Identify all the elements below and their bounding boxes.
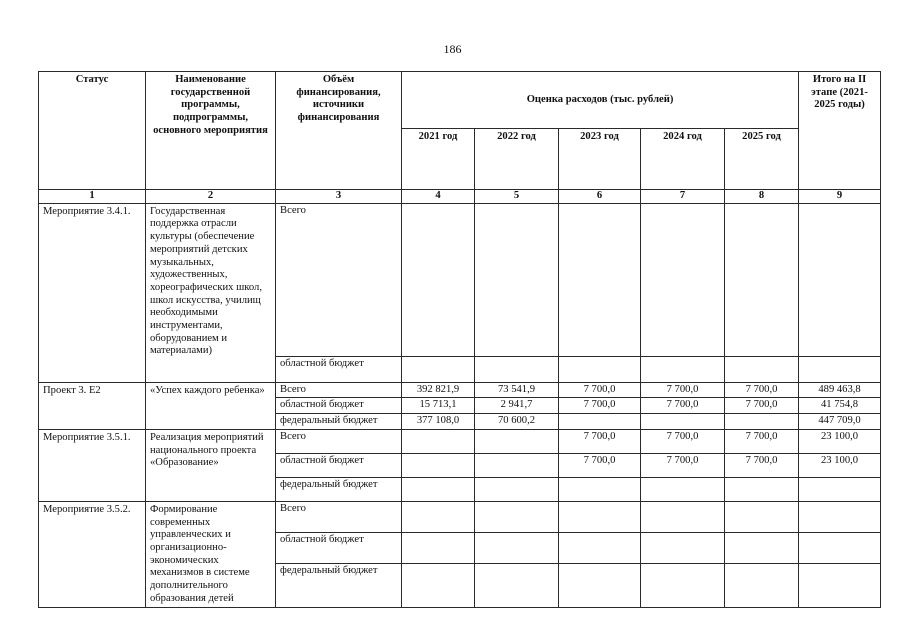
value-cell	[559, 501, 641, 532]
value-cell	[475, 564, 559, 608]
header-year: 2023 год	[559, 129, 641, 190]
column-number: 1	[39, 190, 146, 204]
header-year: 2024 год	[641, 129, 725, 190]
row-status: Мероприятие 3.5.2.	[39, 501, 146, 608]
value-cell	[641, 203, 725, 356]
row-status: Мероприятие 3.5.1.	[39, 429, 146, 501]
value-cell: 7 700,0	[725, 429, 799, 453]
table-row	[39, 382, 881, 398]
column-number-row	[39, 190, 881, 204]
header-funding: Объём финансирования, источники финансирования	[276, 72, 402, 190]
header-year: 2025 год	[725, 129, 799, 190]
value-cell	[559, 414, 641, 430]
value-cell	[725, 532, 799, 563]
value-cell: 7 700,0	[641, 429, 725, 453]
total-cell	[799, 356, 881, 382]
funding-source: областной бюджет	[276, 532, 402, 563]
value-cell	[641, 414, 725, 430]
value-cell	[641, 564, 725, 608]
value-cell: 392 821,9	[402, 382, 475, 398]
total-cell: 23 100,0	[799, 429, 881, 453]
budget-table	[38, 71, 881, 608]
value-cell	[402, 356, 475, 382]
column-number: 9	[799, 190, 881, 204]
value-cell	[402, 564, 475, 608]
value-cell	[641, 501, 725, 532]
value-cell	[559, 356, 641, 382]
value-cell	[402, 532, 475, 563]
value-cell	[725, 356, 799, 382]
value-cell: 7 700,0	[725, 382, 799, 398]
value-cell: 7 700,0	[725, 398, 799, 414]
value-cell	[641, 532, 725, 563]
value-cell: 7 700,0	[559, 453, 641, 477]
value-cell	[402, 501, 475, 532]
column-number: 2	[146, 190, 276, 204]
table-row	[39, 203, 881, 356]
value-cell	[402, 477, 475, 501]
total-cell	[799, 501, 881, 532]
total-cell: 23 100,0	[799, 453, 881, 477]
funding-source: Всего	[276, 501, 402, 532]
row-status: Мероприятие 3.4.1.	[39, 203, 146, 382]
value-cell	[725, 501, 799, 532]
column-number: 5	[475, 190, 559, 204]
value-cell: 7 700,0	[641, 398, 725, 414]
row-program-name: Реализация мероприятий национального проекта «Образование»	[146, 429, 276, 501]
column-number: 6	[559, 190, 641, 204]
total-cell	[799, 477, 881, 501]
funding-source: Всего	[276, 382, 402, 398]
value-cell	[402, 203, 475, 356]
value-cell	[725, 414, 799, 430]
value-cell	[641, 356, 725, 382]
funding-source: областной бюджет	[276, 398, 402, 414]
header-status: Статус	[39, 72, 146, 190]
table-row	[39, 501, 881, 532]
value-cell: 7 700,0	[559, 382, 641, 398]
row-status: Проект 3. E2	[39, 382, 146, 429]
header-year: 2022 год	[475, 129, 559, 190]
value-cell: 2 941,7	[475, 398, 559, 414]
total-cell	[799, 203, 881, 356]
total-cell: 447 709,0	[799, 414, 881, 430]
total-cell	[799, 564, 881, 608]
total-cell: 41 754,8	[799, 398, 881, 414]
value-cell	[475, 203, 559, 356]
column-number: 3	[276, 190, 402, 204]
header-program-name: Наименование государственной программы, подпрограммы, основного мероприятия	[146, 72, 276, 190]
funding-source: федеральный бюджет	[276, 564, 402, 608]
row-program-name: «Успех каждого ребенка»	[146, 382, 276, 429]
value-cell	[475, 429, 559, 453]
table-row	[39, 429, 881, 453]
value-cell	[475, 477, 559, 501]
value-cell	[725, 477, 799, 501]
funding-source: федеральный бюджет	[276, 414, 402, 430]
value-cell: 7 700,0	[559, 429, 641, 453]
value-cell: 7 700,0	[641, 453, 725, 477]
value-cell	[402, 429, 475, 453]
value-cell	[641, 477, 725, 501]
value-cell	[475, 501, 559, 532]
value-cell: 7 700,0	[559, 398, 641, 414]
value-cell	[559, 203, 641, 356]
value-cell	[559, 532, 641, 563]
funding-source: федеральный бюджет	[276, 477, 402, 501]
header-year: 2021 год	[402, 129, 475, 190]
column-number: 4	[402, 190, 475, 204]
header-row-top	[39, 72, 881, 129]
column-number: 8	[725, 190, 799, 204]
funding-source: областной бюджет	[276, 453, 402, 477]
header-estimate: Оценка расходов (тыс. рублей)	[402, 72, 799, 129]
value-cell	[475, 532, 559, 563]
value-cell: 15 713,1	[402, 398, 475, 414]
funding-source: областной бюджет	[276, 356, 402, 382]
value-cell: 7 700,0	[641, 382, 725, 398]
value-cell	[475, 356, 559, 382]
funding-source: Всего	[276, 429, 402, 453]
value-cell: 73 541,9	[475, 382, 559, 398]
row-program-name: Формирование современных управленческих и организационно-экономических механизмов в системе дополнительного образования детей	[146, 501, 276, 608]
header-total: Итого на II этапе (2021-2025 годы)	[799, 72, 881, 190]
value-cell	[475, 453, 559, 477]
row-program-name: Государственная поддержка отрасли культуры (обеспечение мероприятий детских музыкальных, художественных, хореографических школ, школ искусства, училищ необходимыми инструментами, оборудованием и материалами)	[146, 203, 276, 382]
value-cell: 70 600,2	[475, 414, 559, 430]
page-number: 186	[443, 42, 462, 56]
value-cell	[559, 477, 641, 501]
value-cell: 7 700,0	[725, 453, 799, 477]
total-cell	[799, 532, 881, 563]
column-number: 7	[641, 190, 725, 204]
value-cell	[559, 564, 641, 608]
value-cell	[725, 564, 799, 608]
total-cell: 489 463,8	[799, 382, 881, 398]
funding-source: Всего	[276, 203, 402, 356]
value-cell	[725, 203, 799, 356]
value-cell	[402, 453, 475, 477]
value-cell: 377 108,0	[402, 414, 475, 430]
